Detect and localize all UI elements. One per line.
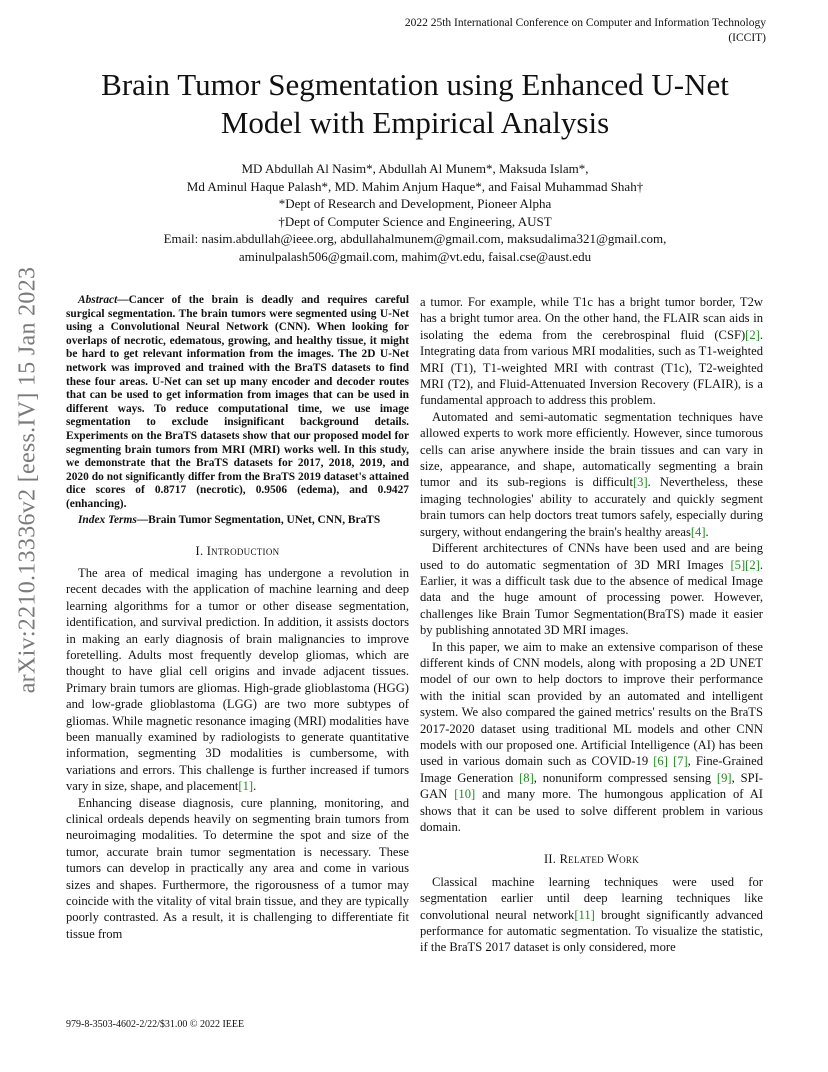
copyright-footer: 979-8-3503-4602-2/22/$31.00 © 2022 IEEE	[66, 1019, 245, 1030]
author-line-1: MD Abdullah Al Nasim*, Abdullah Al Munem*, Maksuda Islam*,	[241, 161, 589, 176]
affiliation-1: *Dept of Research and Development, Pioneer Alpha	[278, 196, 552, 211]
abstract	[66, 294, 409, 512]
abstract-text: —Cancer of the brain is deadly and requires careful surgical segmentation. The brain tumors were segmented using U-Net using a Convolutional Neural Network (CNN). When looking for overlaps of necrotic, edematous, growing, and healthy tissue, it might be hard to get relevant information from the images. The 2D U-Net network was improved and trained with the BraTS datasets to find these four areas. U-Net can set up many encoder and decoder routes that can be used to get information from images that can be used in different ways. To reduce computational time, we use image segmentation to exclude insignificant background details. Experiments on the BraTS datasets show that our proposed model for segmenting brain tumors from MRI (MRI) works well. In this study, we demonstrate that the BraTS datasets for 2017, 2018, 2019, and 2020 do not significantly differ from the BraTS 2019 dataset's attained dice scores of 0.8717 (necrotic), 0.9506 (edema), and 0.9427 (enhancing).	[66, 294, 409, 510]
related-paragraph-1: Classical machine learning techniques were used for segmentation earlier until deep learning techniques like convolutional neural network[11] brought significantly advanced performance for automatic segmentation. To visualize the statistic, if the BraTS 2017 dataset is only considered, more	[420, 874, 763, 955]
intro-paragraph-continued: a tumor. For example, while T1c has a bright tumor border, T2w has a bright tumor area. On the other hand, the FLAIR scan aids in isolating the edema from the cerebrospinal fluid (CSF)[2]. Integrating data from various MRI modalities, such as T1-weighted MRI (T1), T1-weighted MRI with contrast (T1c), T2-weighted MRI (T2), and Fluid-Attenuated Inversion Recovery (FLAIR), is a fundamental approach to address this problem.	[420, 295, 763, 408]
affiliation-2: †Dept of Computer Science and Engineering, AUST	[278, 213, 552, 229]
paper-title: Brain Tumor Segmentation using Enhanced U-Net Model with Empirical Analysis	[101, 67, 729, 140]
citation-link[interactable]: [8]	[519, 770, 534, 785]
intro-paragraph-3: Automated and semi-automatic segmentation techniques have allowed experts to work more efficiently. However, since tumorous cells can arise anywhere inside the brain tissues and can vary in size, appearance, and shape, automatically segmenting a brain tumor and its sub-regions is difficult[3]. Nevertheless, these imaging technologies' ability to accurately and quickly segment brain tumors can help doctors treat tumors safely, especially during surgery, without endangering the brain's healthy areas[4].	[420, 409, 763, 539]
email-line-1: Email: nasim.abdullah@ieee.org, abdullahalmunem@gmail.com, maksudalima321@gmail.com,	[163, 231, 667, 246]
intro-paragraph-4: Different architectures of CNNs have been used and are being used to do automatic segmentation of 3D MRI Images [5][2]. Earlier, it was a difficult task due to the absence of medical Image data and the huge amount of processing power. However, challenges like Brain Tumor Segmentation(BraTS) made it easier by publishing annotated 3D MRI images.	[420, 541, 763, 638]
index-terms-text: —Brain Tumor Segmentation, UNet, CNN, BraTS	[136, 513, 381, 526]
citation-link[interactable]: [11]	[574, 907, 595, 922]
intro-paragraph-1: The area of medical imaging has undergone a revolution in recent decades with the application of machine learning and deep learning algorithms for a tumor or other disease segmentation, identification, and survival prediction. In addition, it assists doctors in making an early diagnosis of brain malignancies to improve foretelling. Adults most frequently develop gliomas, which are thought to have glial cell origins and invade adjacent tissues. Primary brain tumors are gliomas. High-grade glioblastoma (HGG) and low-grade glioblastoma (LGG) are two more subtypes of gliomas. While magnetic resonance imaging (MRI) modalities have been manually examined by radiologists to generate quantitative information, segmenting 3D modalities is cumbersome, with variations and errors. This challenge is further increased if tumors vary in size, shape, and placement[1].	[66, 565, 409, 794]
index-terms-label: Index Terms	[78, 513, 137, 526]
author-block	[60, 160, 770, 265]
intro-paragraph-5: In this paper, we aim to make an extensive comparison of these different kinds of CNN models, along with proposing a 2D UNET model of our own to help doctors to improve their performance with the initial scan provided by an automated and intelligent system. We also compared the gained metrics' results on the BraTS 2017-2020 dataset using traditional ML models and other CNN models with our proposed one. Artificial Intelligence (AI) has been used in various domain such as COVID-19 [6] [7], Fine-Grained Image Generation [8], nonuniform compressed sensing [9], SPI-GAN [10] and many more. The humongous application of AI shows that it can be used to solve different problem in various domain.	[420, 639, 763, 834]
arxiv-id: arXiv:2210.13336v2 [eess.IV] 15 Jan 2023	[14, 266, 41, 694]
citation-link[interactable]: [3]	[632, 475, 648, 490]
abstract-label: Abstract	[78, 294, 118, 306]
section-heading-introduction: I. Introduction	[195, 543, 280, 558]
citation-link[interactable]: [9]	[716, 770, 732, 785]
section-heading-related-work: II. Related Work	[543, 852, 640, 867]
citation-link[interactable]: [5][2]	[730, 557, 760, 572]
citation-link[interactable]: [10]	[454, 787, 476, 802]
intro-paragraph-2: Enhancing disease diagnosis, cure planning, monitoring, and clinical ordeals depends heavily on segmenting brain tumors from neuroimaging modalities. To determine the spot and size of the tumor, accurate brain tumor segmentation is necessary. These tumors can develop in practically any area and come in various sizes and shapes. Furthermore, the rigorousness of a tumor may coincide with the vitality of vital brain tissue, and they are typically poorly contrasted. As a result, it is challenging to differentiate fit tissue from	[66, 795, 409, 941]
right-column	[420, 294, 763, 956]
conference-header: 2022 25th International Conference on Computer and Information Technology (ICCIT)	[404, 17, 766, 44]
citation-link[interactable]: [6] [7]	[653, 754, 688, 769]
citation-link[interactable]: [1]	[238, 779, 254, 794]
left-column	[66, 294, 409, 942]
arxiv-stamp	[10, 266, 46, 694]
citation-link[interactable]: [2]	[745, 327, 760, 342]
email-line-2: aminulpalash506@gmail.com, mahim@vt.edu, faisal.cse@aust.edu	[238, 248, 592, 264]
citation-link[interactable]: [4]	[690, 524, 706, 539]
index-terms	[66, 513, 409, 527]
author-line-2: Md Aminul Haque Palash*, MD. Mahim Anjum Haque*, and Faisal Muhammad Shah†	[186, 178, 644, 194]
